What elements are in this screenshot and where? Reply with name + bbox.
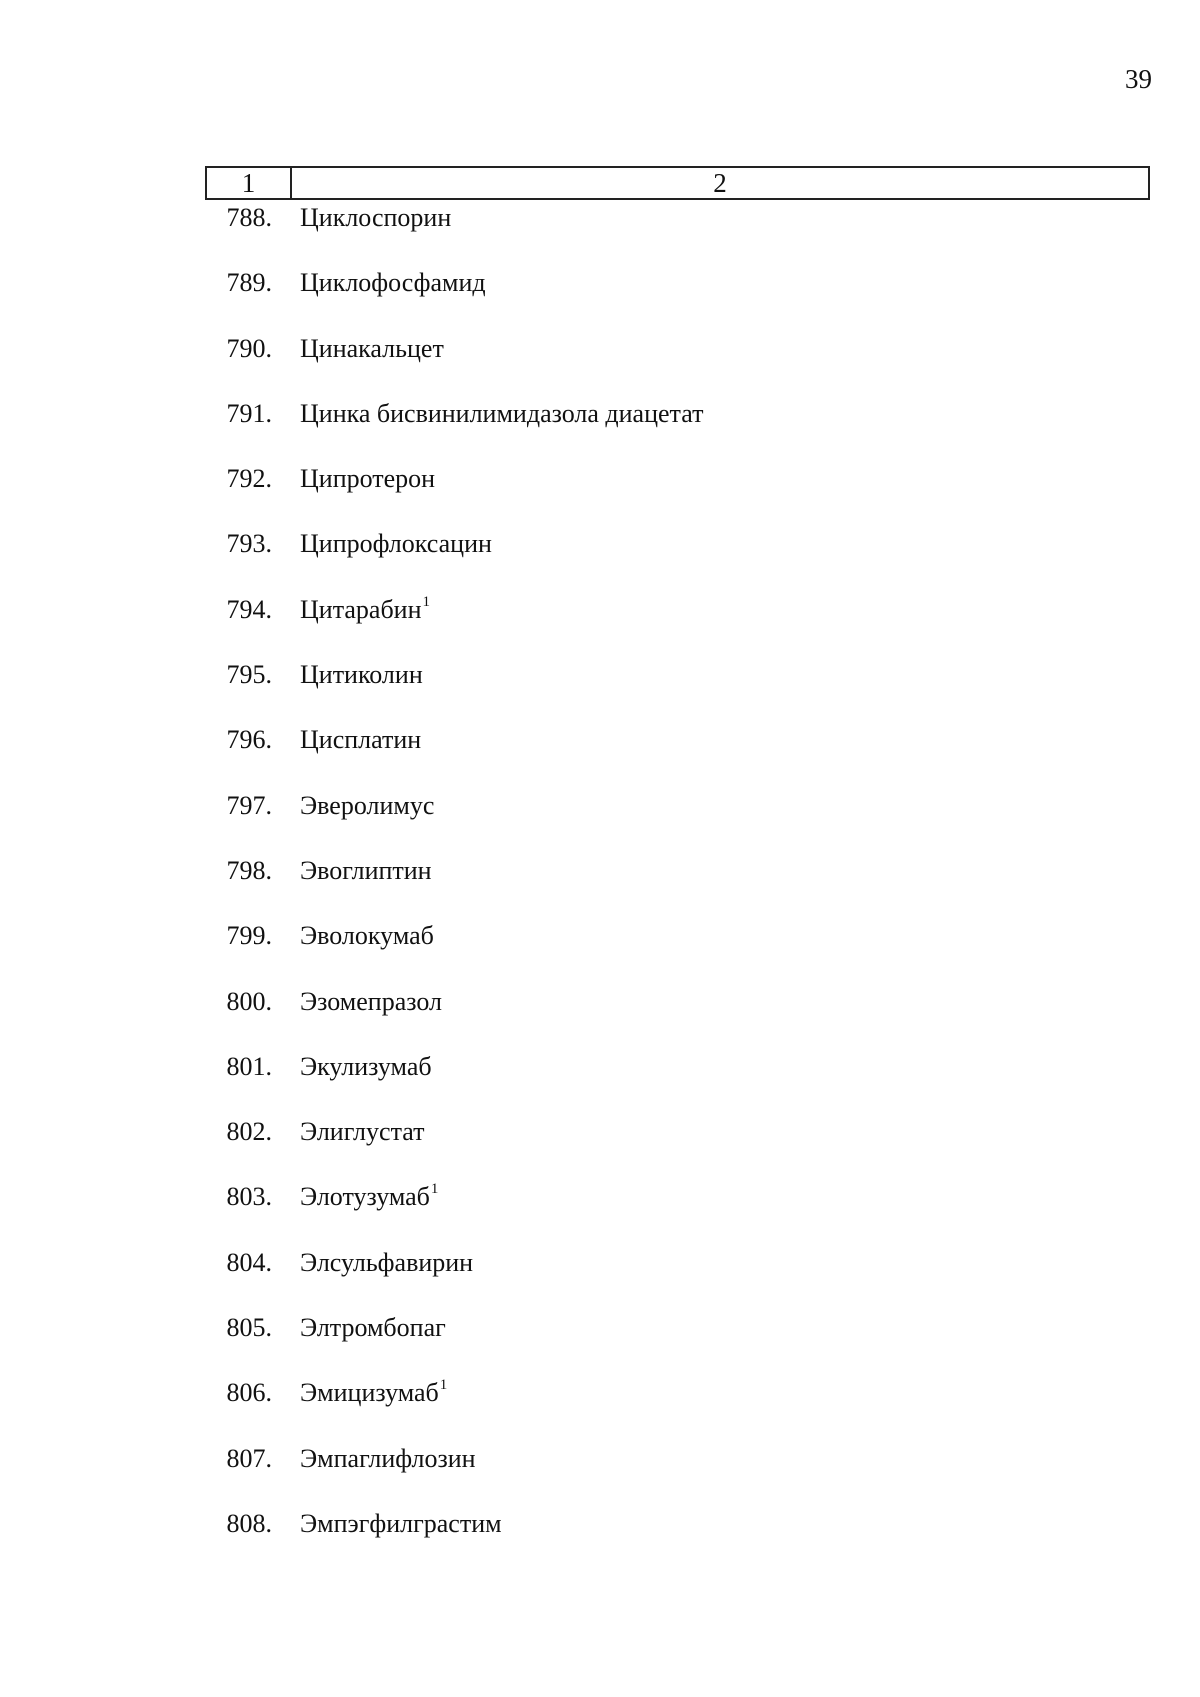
drug-name-cell (300, 1509, 502, 1539)
drug-name-cell (300, 203, 451, 233)
drug-name-cell (300, 1182, 438, 1212)
drug-name-cell (300, 399, 703, 429)
drug-name: Эмпэгфилграстим (300, 1508, 502, 1538)
drug-name-cell (300, 268, 486, 298)
drug-name: Циклофосфамид (300, 268, 486, 298)
drug-name-cell (300, 791, 434, 821)
drug-name: Эмпаглифлозин (300, 1443, 476, 1473)
row-number: 788. (226, 203, 272, 232)
drug-name: Цитиколин (300, 660, 423, 690)
footnote-marker: 1 (430, 1181, 439, 1198)
row-number: 789. (226, 268, 272, 298)
drug-name-cell (300, 1117, 424, 1147)
row-number: 793. (226, 529, 272, 559)
drug-name-cell (300, 464, 435, 494)
drug-name-cell (300, 856, 432, 886)
row-number: 807. (226, 1443, 272, 1473)
table-row (205, 595, 1150, 660)
table-row (205, 203, 1150, 268)
drug-name: Эверолимус (300, 790, 435, 820)
row-number: 805. (226, 1313, 272, 1343)
page-number: 39 (1125, 64, 1152, 94)
table-row (205, 856, 1150, 921)
row-number: 791. (226, 398, 272, 428)
drug-name-cell (300, 1444, 476, 1474)
table-row (205, 1182, 1150, 1247)
row-number: 801. (226, 1051, 272, 1081)
table-row (205, 1444, 1150, 1509)
drug-name: Элсульфавирин (300, 1247, 474, 1277)
table-row (205, 464, 1150, 529)
row-number: 804. (226, 1247, 272, 1277)
table-row (205, 791, 1150, 856)
drug-name-cell (300, 595, 430, 625)
drug-name: Ципротерон (300, 464, 436, 494)
drug-name: Циклоспорин (300, 203, 452, 232)
table-row (205, 987, 1150, 1052)
row-number: 795. (226, 660, 272, 690)
drug-name-cell (300, 660, 423, 690)
table-row (205, 268, 1150, 333)
footnote-marker: 1 (422, 593, 431, 610)
table-row (205, 1509, 1150, 1574)
table-row (205, 529, 1150, 594)
drug-name-cell (300, 1052, 432, 1082)
drug-name: Элотузумаб (300, 1182, 430, 1212)
table-row (205, 660, 1150, 725)
header-col-1: 1 (207, 168, 292, 198)
row-number: 808. (226, 1508, 272, 1538)
drug-name: Элтромбопаг (300, 1313, 446, 1343)
drug-name: Эмицизумаб (300, 1378, 439, 1408)
drug-name: Элиглустат (300, 1117, 425, 1147)
row-number: 790. (226, 333, 272, 363)
drug-name-cell (300, 1313, 446, 1343)
footnote-marker: 1 (439, 1377, 448, 1394)
table-row (205, 1313, 1150, 1378)
table-row (205, 921, 1150, 986)
drug-name-cell (300, 1248, 473, 1278)
table-row (205, 725, 1150, 790)
table-row (205, 1378, 1150, 1443)
drug-name-cell (300, 529, 492, 559)
row-number: 798. (226, 855, 272, 885)
table-row (205, 334, 1150, 399)
drug-name-cell (300, 921, 434, 951)
table-row (205, 1117, 1150, 1182)
row-number: 803. (226, 1182, 272, 1212)
row-number: 802. (226, 1117, 272, 1147)
drug-name: Эволокумаб (300, 921, 434, 951)
row-number: 794. (226, 594, 272, 624)
table-row (205, 1248, 1150, 1313)
drug-name-cell (300, 725, 421, 755)
drug-name: Цитарабин (300, 594, 422, 624)
drug-name-cell (300, 987, 442, 1017)
table-row (205, 1052, 1150, 1117)
row-number: 796. (226, 725, 272, 755)
header-col-2: 2 (713, 168, 727, 198)
table-row (205, 399, 1150, 464)
table-header (205, 166, 1150, 200)
row-number: 800. (226, 986, 272, 1016)
drug-name-cell (300, 1378, 447, 1408)
drug-name: Эвоглиптин (300, 855, 432, 885)
row-number: 797. (226, 790, 272, 820)
drug-name: Эзомепразол (300, 986, 442, 1016)
row-number: 806. (226, 1378, 272, 1408)
row-number: 792. (226, 464, 272, 494)
drug-name: Цинка бисвинилимидазола диацетат (300, 398, 704, 428)
row-number: 799. (226, 921, 272, 951)
drug-name: Ципрофлоксацин (300, 529, 492, 559)
drug-name-cell (300, 334, 444, 364)
drug-name: Цинакальцет (300, 333, 444, 363)
drug-name: Экулизумаб (300, 1051, 432, 1081)
drug-name: Цисплатин (300, 725, 422, 755)
table-body (205, 203, 1150, 1574)
